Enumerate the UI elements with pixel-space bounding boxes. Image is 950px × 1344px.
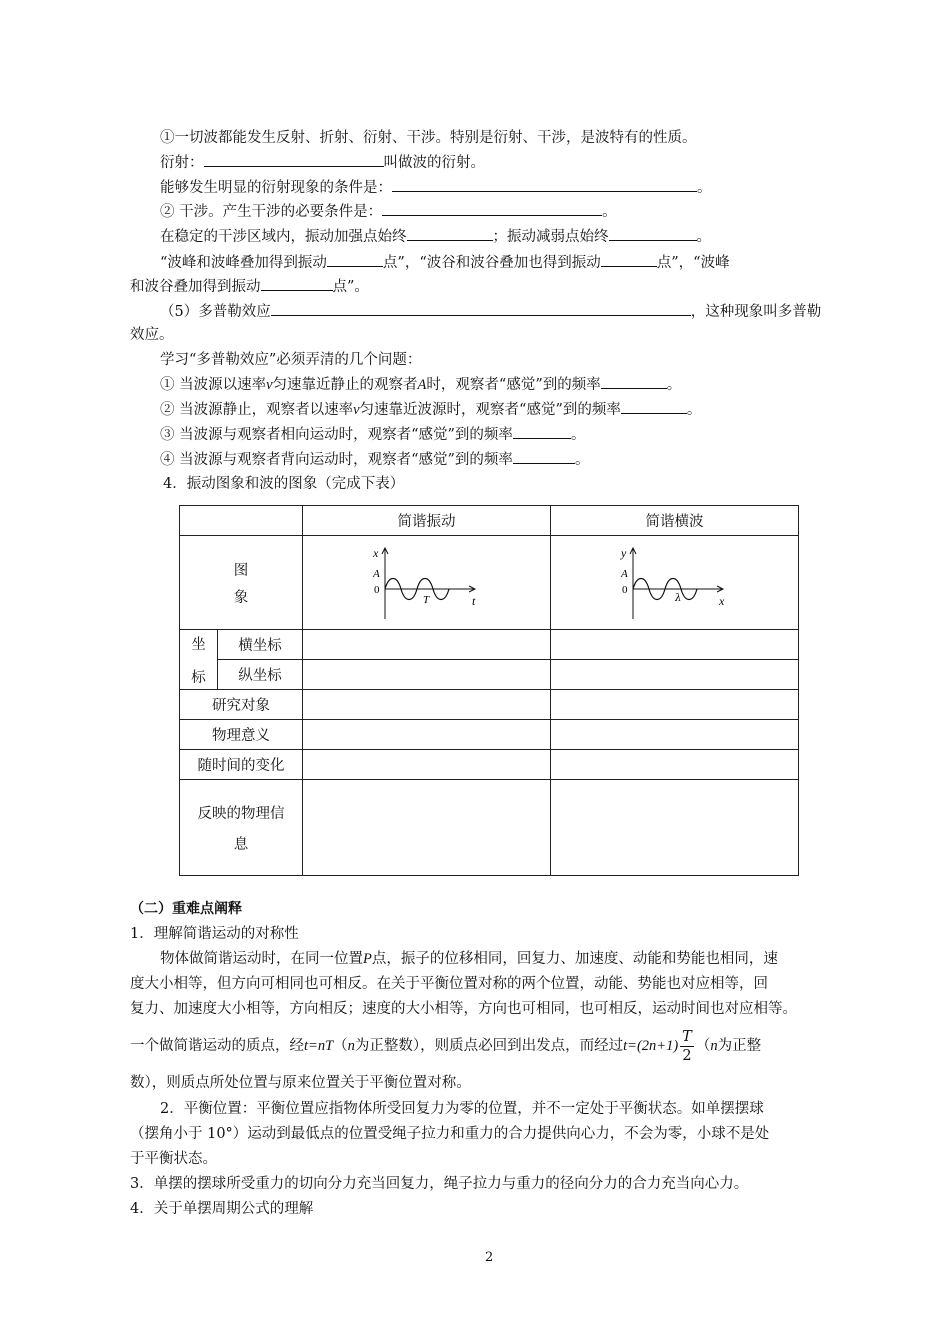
text-line xyxy=(130,1199,313,1219)
text: ② 当波源静止，观察者以速率 xyxy=(160,402,354,418)
text-line xyxy=(160,424,585,445)
text: 。 xyxy=(602,204,617,220)
text: 复力、加速度大小相等，方向相反；速度的大小相等，方向也可相同，也可相反，运动时间也对应相等。 xyxy=(130,1001,797,1017)
text-line xyxy=(130,325,174,345)
table-cell xyxy=(180,506,303,536)
answer-blank[interactable] xyxy=(382,201,602,216)
amplitude-label: A xyxy=(620,567,628,580)
text: 衍射： xyxy=(160,155,204,171)
text-line xyxy=(130,1149,217,1169)
answer-blank[interactable] xyxy=(271,301,691,316)
answer-cell[interactable] xyxy=(551,750,799,780)
text-line xyxy=(130,974,768,994)
text: ①一切波都能发生反射、折射、衍射、干涉。特别是衍射、干涉，是波特有的性质。 xyxy=(160,130,697,146)
text-line xyxy=(160,226,711,247)
math-var: P xyxy=(363,951,372,967)
text: 。 xyxy=(570,427,586,443)
text-line xyxy=(160,949,778,969)
text: 度大小相等，但方向可相同也可相反。在关于平衡位置对称的两个位置，动能、势能也对应相等，回 xyxy=(130,976,768,992)
equation: t=(2n+1) xyxy=(623,1038,679,1054)
text: 点”。 xyxy=(332,279,369,295)
answer-blank[interactable] xyxy=(204,152,384,167)
text-line xyxy=(160,1099,764,1119)
text-line xyxy=(130,1073,471,1093)
shm-graph xyxy=(371,545,483,621)
answer-blank[interactable] xyxy=(327,252,383,267)
wave-graph xyxy=(619,545,731,621)
text: 点”，“波谷和波谷叠加也得到振动 xyxy=(382,255,601,271)
text-line xyxy=(130,1026,761,1066)
answer-cell[interactable] xyxy=(551,690,799,720)
text: 物体做简谐运动时，在同一位置 xyxy=(160,951,363,967)
origin-label: 0 xyxy=(621,583,627,596)
table-row xyxy=(180,780,799,876)
answer-blank[interactable] xyxy=(513,449,575,464)
text-line xyxy=(130,1124,769,1144)
text: 象 xyxy=(233,589,249,606)
comparison-table xyxy=(179,505,799,876)
text: ② 干涉。产生干涉的必要条件是： xyxy=(160,204,383,220)
text-line xyxy=(160,399,701,420)
text-line xyxy=(130,276,369,297)
text: ；振动减弱点始终 xyxy=(492,229,609,245)
text: 和波谷叠加得到振动 xyxy=(130,279,261,295)
table-row xyxy=(180,750,799,780)
text-line xyxy=(130,999,797,1019)
row-label-info xyxy=(180,780,303,876)
text: 叫做波的衍射。 xyxy=(383,155,485,171)
text: 点，振子的位移相同，回复力、加速度、动能和势能也相同，速 xyxy=(371,951,778,967)
text: 图 xyxy=(233,562,249,579)
text-line xyxy=(160,252,730,273)
x-label: t xyxy=(471,593,475,608)
table-row xyxy=(180,630,799,660)
fraction-numerator: T xyxy=(682,1028,692,1045)
text-line xyxy=(160,374,681,395)
y-label: x xyxy=(372,545,378,560)
row-label-meaning: 物理意义 xyxy=(180,720,303,750)
wavelength-label: λ xyxy=(674,592,681,604)
text-line xyxy=(130,924,299,944)
text: 4．关于单摆周期公式的理解 xyxy=(130,1201,314,1217)
text-line xyxy=(160,449,589,470)
text: （二）重难点阐释 xyxy=(130,901,242,917)
row-label-change: 随时间的变化 xyxy=(180,750,303,780)
text: 标 xyxy=(191,669,206,686)
fraction xyxy=(680,1028,694,1065)
text-line xyxy=(160,128,697,148)
header-shm: 简谐振动 xyxy=(303,506,551,536)
answer-cell[interactable] xyxy=(551,630,799,660)
text: 。 xyxy=(686,402,702,418)
text: 时，观察者“感觉”到的频率 xyxy=(426,377,601,393)
text: 效应。 xyxy=(130,327,174,343)
answer-blank[interactable] xyxy=(407,226,493,241)
text: 。 xyxy=(574,452,590,468)
text: 为正整数），则质点必回到出发点，而经过 xyxy=(354,1038,624,1054)
math-var: v xyxy=(353,402,360,418)
math-var: A xyxy=(417,377,427,393)
header-wave: 简谐横波 xyxy=(551,506,799,536)
wave-graph-cell xyxy=(551,536,799,630)
text: 于平衡状态。 xyxy=(130,1151,217,1167)
text: 一个做简谐运动的质点，经 xyxy=(130,1038,304,1054)
text: 在稳定的干涉区域内，振动加强点始终 xyxy=(160,229,407,245)
answer-blank[interactable] xyxy=(609,226,697,241)
text: 数），则质点所处位置与原来位置关于平衡位置对称。 xyxy=(130,1075,471,1091)
fraction-denominator: 2 xyxy=(682,1047,692,1064)
table-row xyxy=(180,660,799,690)
text-line xyxy=(130,1174,748,1194)
text: 能够发生明显的衍射现象的条件是： xyxy=(160,180,392,196)
equation: t=nT xyxy=(304,1038,334,1054)
answer-blank[interactable] xyxy=(261,276,333,291)
answer-cell[interactable] xyxy=(303,660,551,690)
amplitude-label: A xyxy=(372,567,380,580)
text: 为正整 xyxy=(717,1038,762,1054)
answer-cell[interactable] xyxy=(551,720,799,750)
text-line xyxy=(160,350,421,370)
answer-cell[interactable] xyxy=(303,780,551,876)
text: 1．理解简谐运动的对称性 xyxy=(130,926,299,942)
text: 。 xyxy=(697,180,712,196)
text: 坐 xyxy=(191,636,206,653)
text: 2．平衡位置：平衡位置应指物体所受回复力为零的位置，并不一定处于平衡状态。如单摆摆球 xyxy=(160,1101,764,1117)
text: 学习“多普勒效应”必须弄清的几个问题： xyxy=(160,352,422,368)
text-line xyxy=(163,474,404,494)
text: （5）多普勒效应 xyxy=(160,304,271,320)
text: 。 xyxy=(696,229,711,245)
table-row xyxy=(180,506,799,536)
math-var: n xyxy=(347,1038,355,1054)
text-line xyxy=(160,177,712,198)
x-label: x xyxy=(718,593,724,608)
text: （ xyxy=(333,1038,348,1054)
answer-blank[interactable] xyxy=(621,399,687,414)
text-line xyxy=(160,201,617,222)
text-line xyxy=(160,152,485,173)
text: 3．单摆的摆球所受重力的切向分力充当回复力，绳子拉力与重力的径向分力的合力充当向心力。 xyxy=(130,1176,749,1192)
row-label-y-axis: 纵坐标 xyxy=(218,660,303,690)
text: 。 xyxy=(666,377,682,393)
answer-blank[interactable] xyxy=(513,424,571,439)
answer-cell[interactable] xyxy=(551,660,799,690)
math-var: v xyxy=(266,377,273,393)
text: ④ 当波源与观察者背向运动时，观察者“感觉”到的频率 xyxy=(160,452,513,468)
section-heading xyxy=(130,899,242,919)
answer-blank[interactable] xyxy=(601,252,657,267)
text: ，这种现象叫多普勒 xyxy=(690,304,822,320)
origin-label: 0 xyxy=(373,583,379,596)
text: ① 当波源以速率 xyxy=(160,377,267,393)
text-line xyxy=(160,301,821,322)
text: 息 xyxy=(233,836,249,853)
answer-cell[interactable] xyxy=(303,750,551,780)
answer-cell[interactable] xyxy=(303,630,551,660)
table-row xyxy=(180,690,799,720)
text: 反映的物理信 xyxy=(197,805,285,822)
text: 4．振动图象和波的图象（完成下表） xyxy=(163,476,405,492)
answer-cell[interactable] xyxy=(303,690,551,720)
text: （ xyxy=(695,1038,711,1054)
text: “波峰和波峰叠加得到振动 xyxy=(160,255,327,271)
answer-cell[interactable] xyxy=(303,720,551,750)
row-label-coord xyxy=(180,630,218,690)
text: （摆角小于 10°）运动到最低点的位置受绳子拉力和重力的合力提供向心力，不会为零，小球不是处 xyxy=(130,1126,770,1142)
answer-cell[interactable] xyxy=(551,780,799,876)
math-var: n xyxy=(710,1038,718,1054)
text: 匀速靠近波源时，观察者“感觉”到的频率 xyxy=(359,402,621,418)
row-label-graph xyxy=(180,536,303,630)
shm-graph-cell xyxy=(303,536,551,630)
text: ③ 当波源与观察者相向运动时，观察者“感觉”到的频率 xyxy=(160,427,513,443)
y-label: y xyxy=(620,545,626,560)
page-number: 2 xyxy=(485,1250,494,1265)
row-label-object: 研究对象 xyxy=(180,690,303,720)
row-label-x-axis: 横坐标 xyxy=(218,630,303,660)
period-label: T xyxy=(422,593,429,606)
text: 匀速靠近静止的观察者 xyxy=(272,377,418,393)
table-row xyxy=(180,536,799,630)
answer-blank[interactable] xyxy=(392,177,697,192)
answer-blank[interactable] xyxy=(601,374,667,389)
table-row xyxy=(180,720,799,750)
text: 点”，“波峰 xyxy=(656,255,730,271)
